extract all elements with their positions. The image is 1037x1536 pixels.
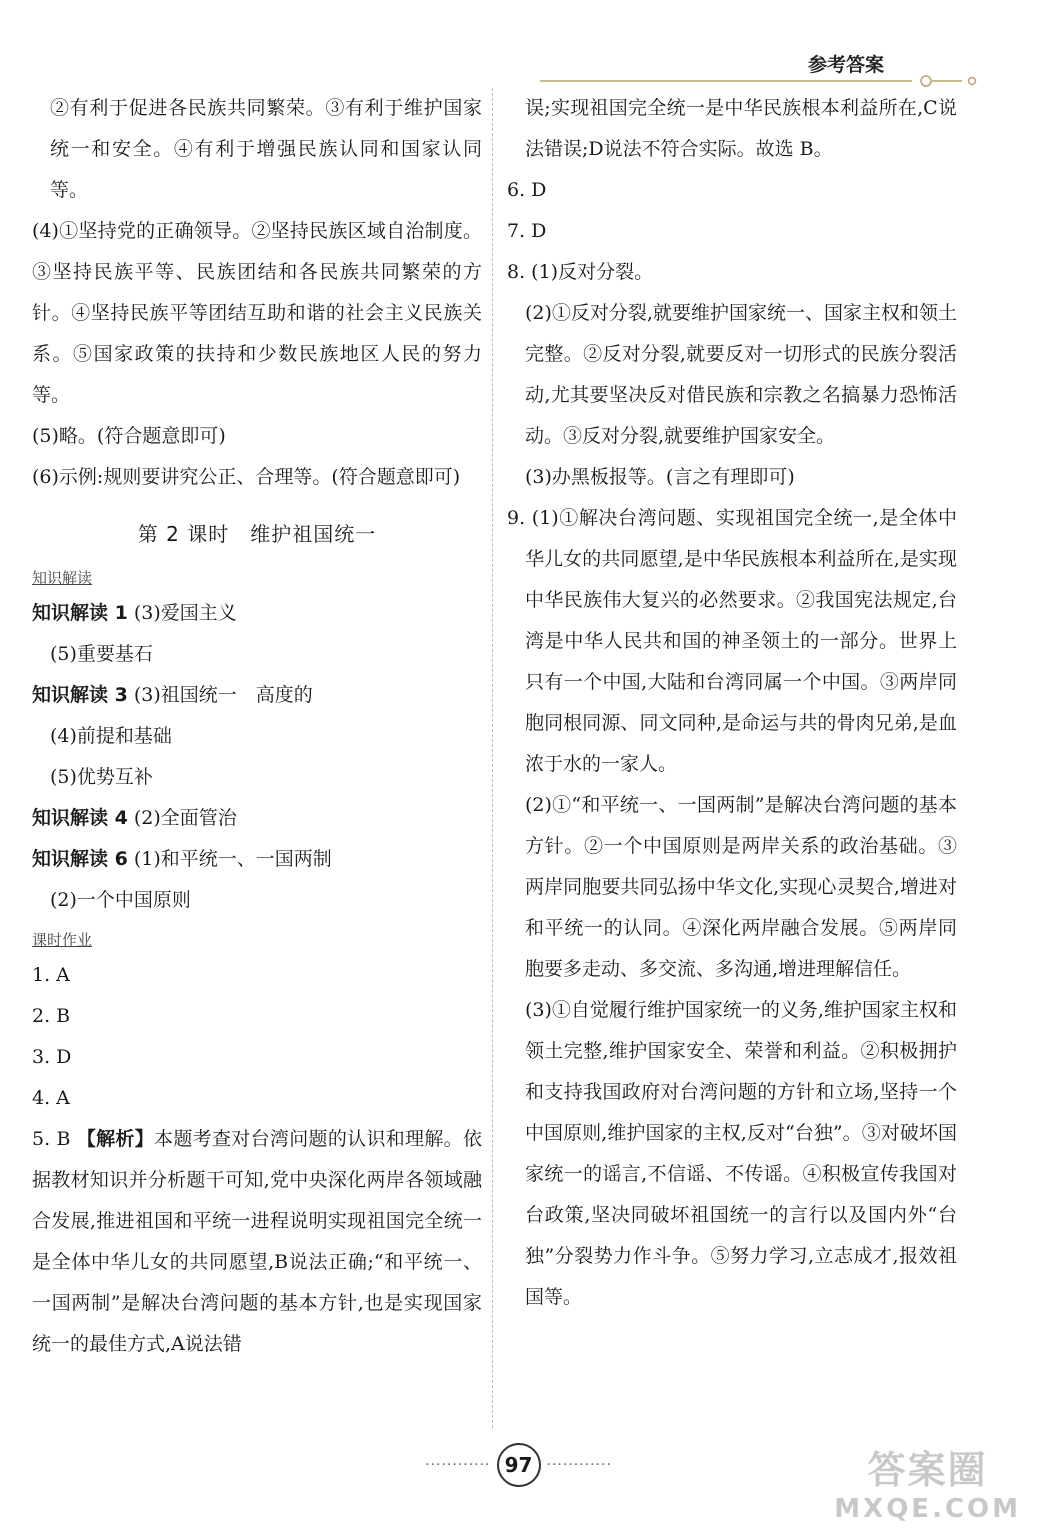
left-column [32, 88, 482, 1365]
knowledge-row [32, 798, 482, 839]
answer-5-continued: 误;实现祖国完全统一是中华民族根本利益所在,C说法错误;D说法不符合实际。故选 B。 [525, 97, 957, 160]
answer-8-part2: (2)①反对分裂,就要维护国家统一、国家主权和领土完整。②反对分裂,就要反对一切形式的民族分裂活动,尤其要坚决反对借民族和宗教之名搞暴力恐怖活动。③反对分裂,就要维护国家安全。 [525, 302, 957, 447]
knowledge-row [32, 634, 482, 675]
page-number-value: 97 [497, 1443, 541, 1487]
answer-3: 3. D [32, 1046, 72, 1068]
knowledge-row [32, 593, 482, 634]
knowledge-val: (2)全面管治 [133, 807, 237, 829]
answer-1: 1. A [32, 964, 70, 986]
knowledge-row [32, 716, 482, 757]
knowledge-row [32, 839, 482, 880]
knowledge-val: (3)祖国统一 高度的 [133, 684, 313, 706]
watermark-text: 答案圈 [867, 1448, 988, 1492]
column-divider [492, 88, 493, 1428]
answer-9-part3: (3)①自觉履行维护国家统一的义务,维护国家主权和领土完整,维护国家安全、荣誉和利益。②积极拥护和支持我国政府对台湾问题的方针和立场,坚持一个中国原则,维护国家的主权,反对“台独”。③对破坏国家统一的谣言,不信谣、不传谣。④积极宣传我国对台政策,坚决同破坏祖国统一的言行以及国内外“台独”分裂势力作斗争。⑤努力学习,立志成才,报效祖国等。 [525, 999, 957, 1308]
knowledge-key: 知识解读 3 [32, 684, 128, 706]
knowledge-val: (1)和平统一、一国两制 [133, 848, 332, 870]
answer-5-label: 5. B [32, 1128, 71, 1150]
tag-knowledge: 知识解读 [32, 569, 93, 587]
watermark-domain: MXQE.COM [834, 1494, 1021, 1524]
page-dots-right: ············ [546, 1457, 612, 1473]
q6-answer: (6)示例:规则要讲究公正、合理等。(符合题意即可) [32, 466, 461, 488]
q5-answer-short: (5)略。(符合题意即可) [32, 425, 226, 447]
answer-2: 2. B [32, 1005, 71, 1027]
knowledge-key: 知识解读 4 [32, 807, 128, 829]
answer-5-text: 本题考查对台湾问题的认识和理解。依据教材知识并分析题干可知,党中央深化两岸各领域融合发展,推进祖国和平统一进程说明实现祖国完全统一是全体中华儿女的共同愿望,B说法正确;“和平统一、一国两制”是解决台湾问题的基本方针,也是实现国家统一的最佳方式,A说法错 [32, 1128, 482, 1355]
knowledge-val: (5)重要基石 [50, 643, 153, 665]
answer-5 [32, 1119, 482, 1365]
answer-8-part3: (3)办黑板报等。(言之有理即可) [525, 466, 795, 488]
knowledge-val: (4)前提和基础 [50, 725, 172, 747]
answer-7: 7. D [507, 220, 547, 242]
answer-6: 6. D [507, 179, 547, 201]
knowledge-row [32, 757, 482, 798]
knowledge-row [32, 675, 482, 716]
tag-homework: 课时作业 [32, 931, 93, 949]
knowledge-key: 知识解读 1 [32, 602, 128, 624]
knowledge-row [32, 880, 482, 921]
header-rule [540, 75, 980, 87]
q3-answer-continued: ②有利于促进各民族共同繁荣。③有利于维护国家统一和安全。④有利于增强民族认同和国家认同等。 [50, 97, 482, 201]
knowledge-val: (2)一个中国原则 [50, 889, 191, 911]
knowledge-val: (3)爱国主义 [133, 602, 237, 624]
q4-answer: (4)①坚持党的正确领导。②坚持民族区域自治制度。③坚持民族平等、民族团结和各民族共同繁荣的方针。④坚持民族平等团结互助和谐的社会主义民族关系。⑤国家政策的扶持和少数民族地区人民的努力等。 [32, 220, 482, 406]
answer-9-part2: (2)①“和平统一、一国两制”是解决台湾问题的基本方针。②一个中国原则是两岸关系的政治基础。③两岸同胞要共同弘扬中华文化,实现心灵契合,增进对和平统一的认同。④深化两岸融合发展。⑤两岸同胞要多走动、多交流、多沟通,增进理解信任。 [525, 794, 957, 980]
watermark-logo [834, 1439, 1021, 1524]
page-dots-left: ············ [425, 1457, 491, 1473]
section-title: 第 2 课时 维护祖国统一 [137, 522, 377, 546]
answer-9-part1: 9. (1)①解决台湾问题、实现祖国完全统一,是全体中华儿女的共同愿望,是中华民族根本利益所在,是实现中华民族伟大复兴的必然要求。②我国宪法规定,台湾是中华人民共和国的神圣领土的一部分。世界上只有一个中国,大陆和台湾同属一个中国。③两岸同胞同根同源、同文同种,是命运与共的骨肉兄弟,是血浓于水的一家人。 [507, 507, 957, 775]
answer-8-part1: 8. (1)反对分裂。 [507, 261, 654, 283]
right-column [507, 88, 957, 1318]
header-title: 参考答案 [808, 54, 885, 76]
knowledge-val: (5)优势互补 [50, 766, 153, 788]
answer-4: 4. A [32, 1087, 70, 1109]
analysis-keyword: 【解析】 [76, 1128, 155, 1150]
knowledge-key: 知识解读 6 [32, 848, 128, 870]
